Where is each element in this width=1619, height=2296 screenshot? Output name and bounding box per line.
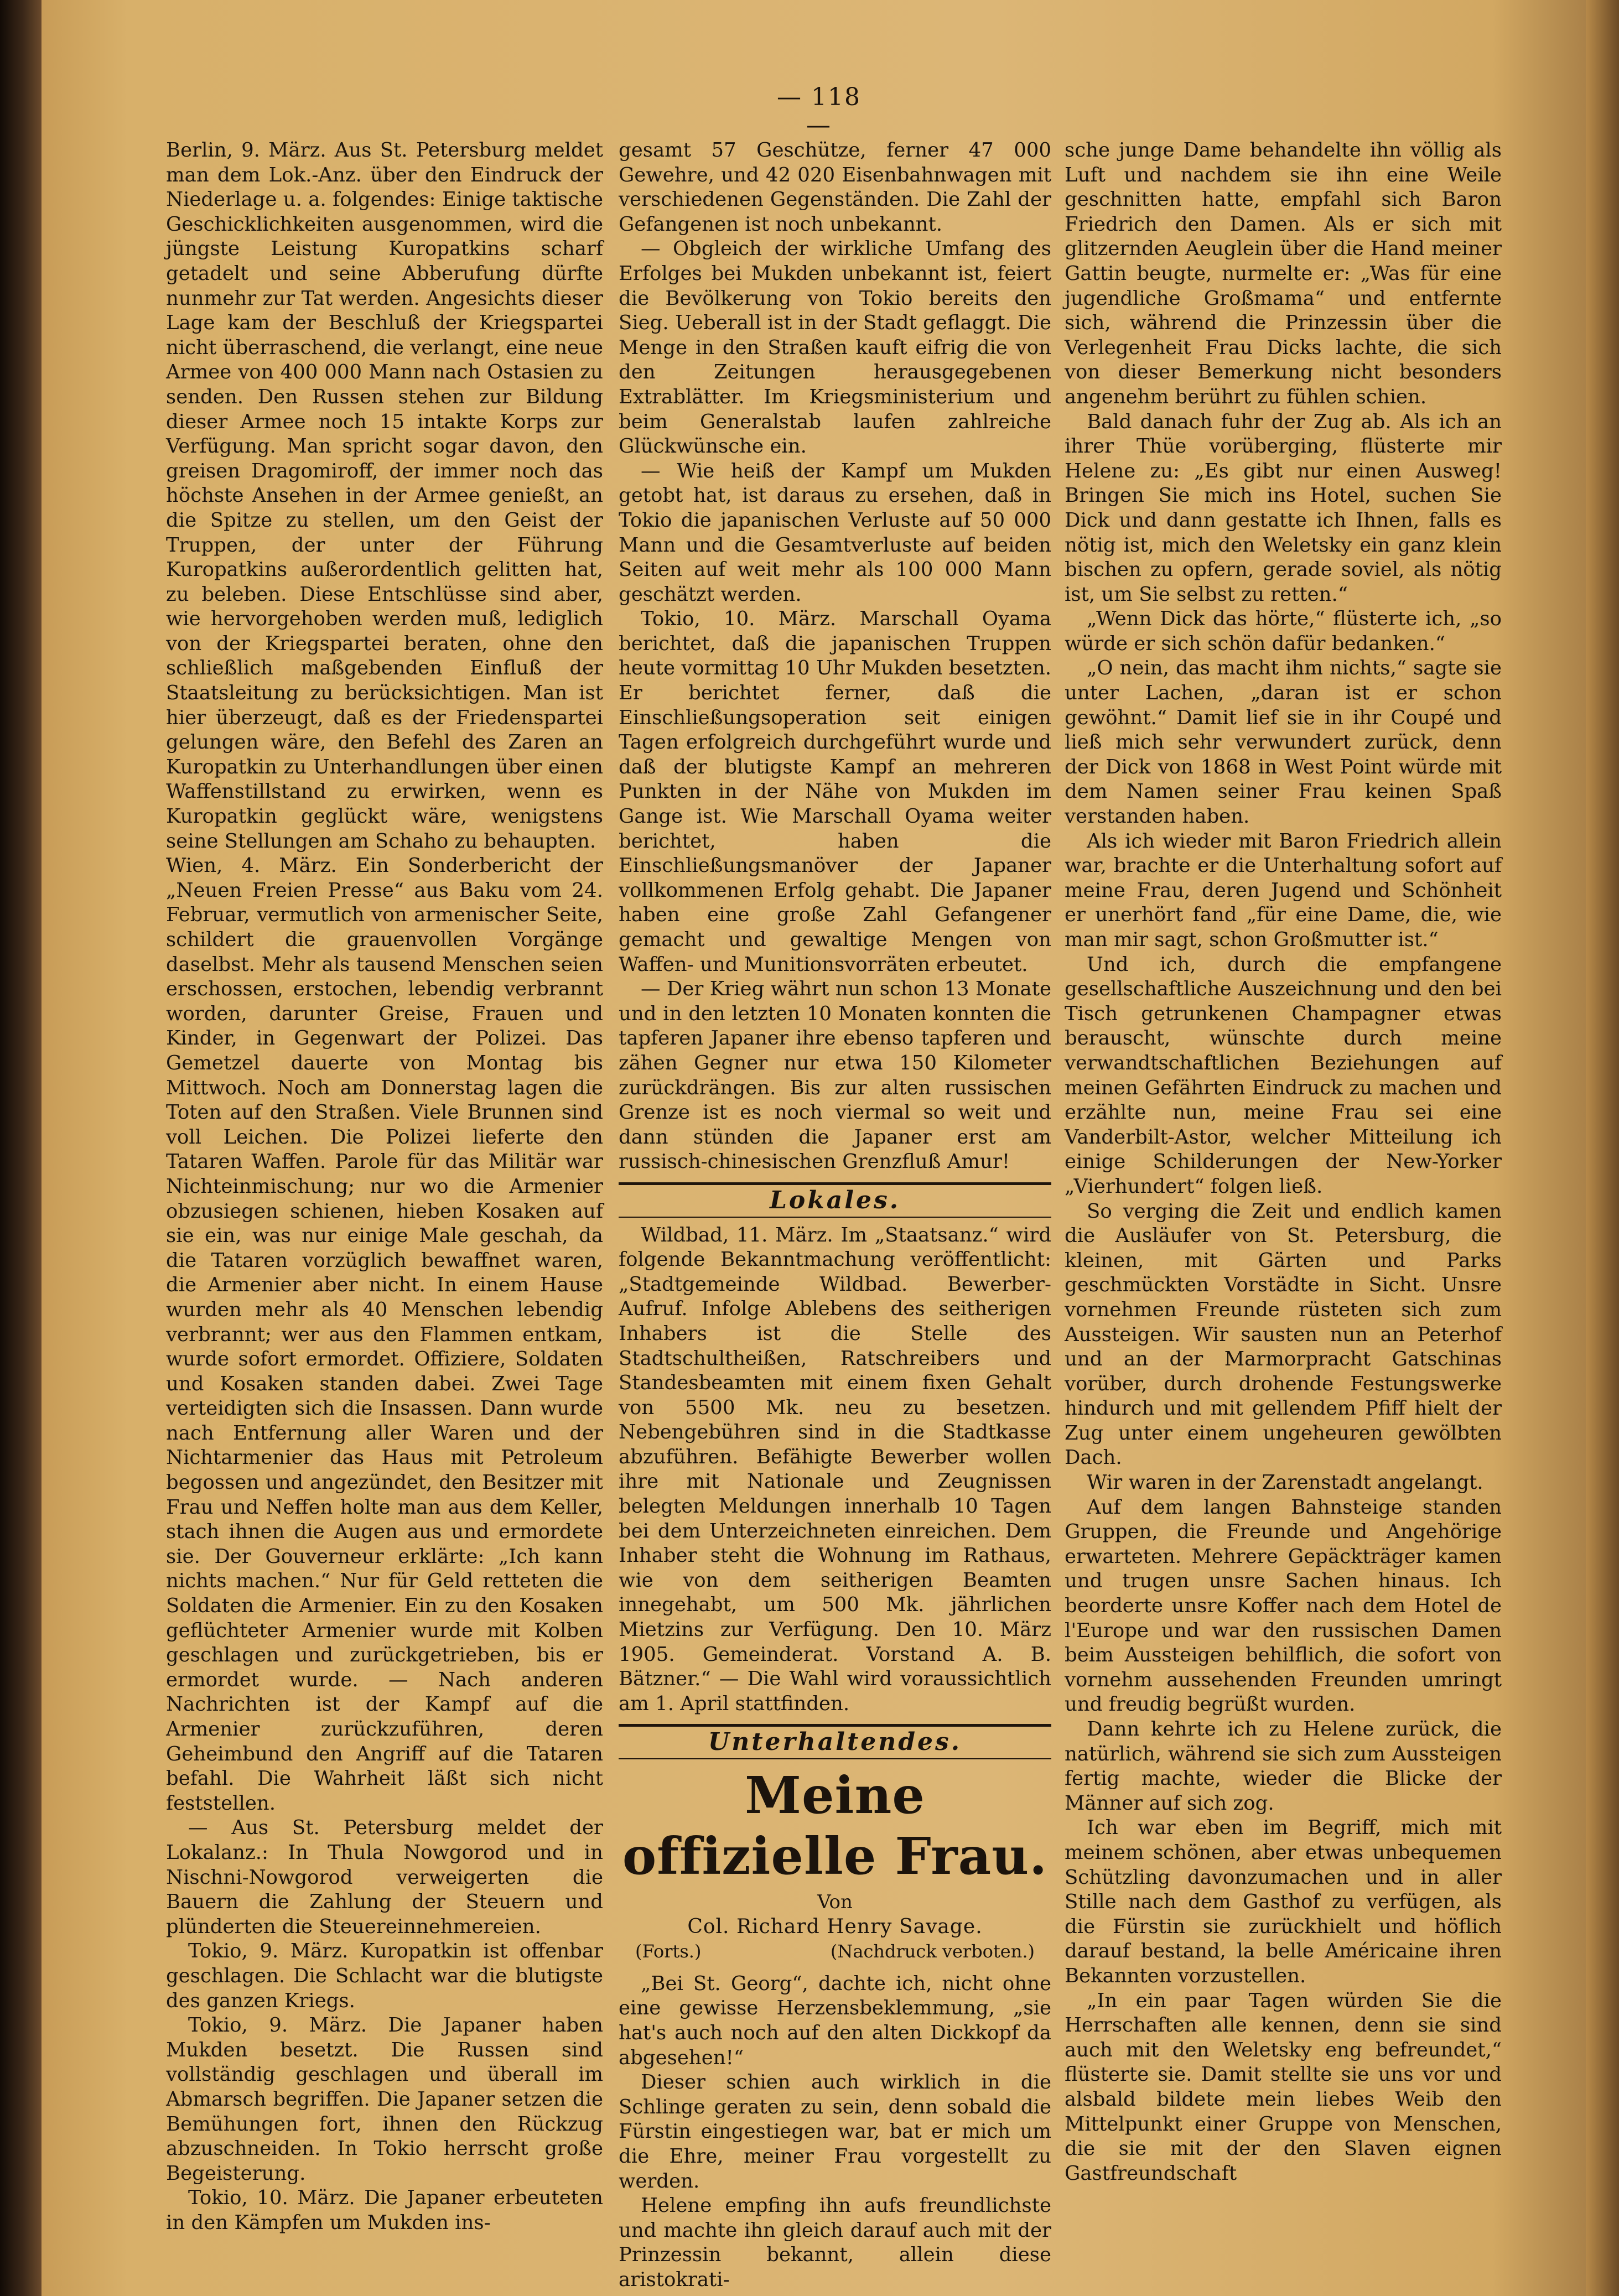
lokales-heading: Lokales. — [769, 1186, 901, 1214]
column-left — [166, 138, 603, 2235]
section-rule-thin — [619, 1217, 1051, 1218]
article-paragraph: Und ich, durch die empfangene gesellschaftliche Auszeichnung und den bei Tisch getrunkenen Champagner etwas berauscht, wünschte durch meine verwandtschaftlichen Beziehungen auf meinen Gefährten Eindruck zu machen und erzählte nun, meine Frau sei eine Vanderbilt-Astor, welcher Mitteilung ich einige Schilderungen der New-Yorker „Vierhundert“ folgen ließ. — [1065, 953, 1502, 1198]
story-title: Meine offizielle Frau. — [622, 1765, 1048, 1886]
article-paragraph: Tokio, 9. März. Kuropatkin ist offenbar geschlagen. Die Schlacht war die blutigste des ganzen Kriegs. — [166, 1940, 603, 2012]
article-paragraph: „Wenn Dick das hörte,“ flüsterte ich, „so würde er sich schön dafür bedanken.“ — [1065, 607, 1502, 655]
article-paragraph: sche junge Dame behandelte ihn völlig als Luft und nachdem sie ihn eine Weile geschnitten hatte, empfahl sich Baron Friedrich den Damen. Als er sich mit glitzernden Aeuglein über die Hand meiner Gattin beugte, nurmelte er: „Was für eine jugendliche Großmama“ und entfernte sich, während die Prinzessin über die Verlegenheit Frau Dicks lachte, die sich von dieser Bemerkung nicht besonders angenehm berührt zu fühlen schien. — [1065, 139, 1502, 408]
article-paragraph: Auf dem langen Bahnsteige standen Gruppen, die Freunde und Angehörige erwarteten. Mehrere Gepäckträger kamen und trugen unsre Sachen hinaus. Ich beorderte unsre Koffer nach dem Hotel de l'Europe und war den russischen Damen beim Aussteigen behilflich, die sofort von vornehm aussehenden Freunden umringt und freudig begrüßt wurden. — [1065, 1495, 1502, 1716]
story-paragraph: Dieser schien auch wirklich in die Schlinge geraten zu sein, denn sobald die Fürstin eingestiegen war, bat er mich um die Ehre, meiner Frau vorgestellt zu werden. — [619, 2071, 1051, 2193]
page-edge — [1586, 0, 1619, 2296]
section-rule — [619, 1724, 1051, 1727]
continuation-note: (Forts.) — [635, 1941, 702, 1962]
article-paragraph: — Aus St. Petersburg meldet der Lokalanz.: In Thula Nowgorod und in Nischni-Nowgorod verweigerten die Bauern die Zahlung der Steuern und plünderten die Steuereinnehmereien. — [166, 1816, 603, 1938]
page-number: — 118 — — [777, 83, 861, 139]
article-paragraph: „O nein, das macht ihm nichts,“ sagte sie unter Lachen, „daran ist er schon gewöhnt.“ Damit lief sie in ihr Coupé und ließ mich sehr verwundert zurück, denn der Dick von 1868 in West Point würde mit dem Namen seiner Frau keinen Spaß verstanden haben. — [1065, 657, 1502, 828]
article-paragraph: — Obgleich der wirkliche Umfang des Erfolges bei Mukden unbekannt ist, feiert die Bevölkerung von Tokio bereits den Sieg. Ueberall ist in der Stadt geflaggt. Die Menge in den Straßen kauft eifrig die von den Zeitungen herausgegebenen Extrablätter. Im Kriegsministerium und beim Generalstab laufen zahlreiche Glückwünsche ein. — [619, 237, 1051, 458]
lokales-text: Wildbad, 11. März. Im „Staatsanz.“ wird folgende Bekanntmachung veröffentlicht: „Stadtgemeinde Wildbad. Bewerber-Aufruf. Infolge Ablebens des seitherigen Inhabers ist die Stelle des Stadtschultheißen, Ratschreibers und Standesbeamten mit einem fixen Gehalt von 5500 Mk. neu zu besetzen. Nebengebühren sind in die Stadtkasse abzuführen. Befähigte Bewerber wollen ihre mit Nationale und Zeugnissen belegten Meldungen innerhalb 10 Tagen bei dem Unterzeichneten einreichen. Dem Inhaber steht die Wohnung im Rathaus, wie von dem seitherigen Beamten innegehabt, um 500 Mk. jährlichen Mietzins zur Verfügung. Den 10. März 1905. Gemeinderat. Vorstand A. B. Bätzner.“ — Die Wahl wird voraussichtlich am 1. April stattfinden. — [619, 1223, 1051, 1715]
article-paragraph: Wir waren in der Zarenstadt angelangt. — [1087, 1471, 1483, 1494]
reprint-note: (Nachdruck verboten.) — [830, 1941, 1035, 1962]
section-rule — [619, 1182, 1051, 1185]
article-paragraph: Tokio, 10. März. Marschall Oyama berichtet, daß die japanischen Truppen heute vormittag 10 Uhr Mukden besetzten. Er berichtet ferner, daß die Einschließungsoperation seit einigen Tagen erfolgreich durchgeführt wurde und daß der blutigste Kampf an mehreren Punkten in der Nähe von Mukden im Gange ist. Wie Marschall Oyama weiter berichtet, haben die Einschließungsmanöver der Japaner vollkommenen Erfolg gehabt. Die Japaner haben eine große Zahl Gefangener gemacht und gewaltige Mengen von Waffen- und Munitionsvorräten erbeutet. — [619, 607, 1051, 976]
column-middle — [619, 138, 1051, 2293]
story-paragraph: „Bei St. Georg“, dachte ich, nicht ohne eine gewisse Herzensbeklemmung, „sie hat's auch noch auf den alten Dickkopf da abgesehen!“ — [619, 1972, 1051, 2069]
article-paragraph: gesamt 57 Geschütze, ferner 47 000 Gewehre, und 42 020 Eisenbahnwagen mit verschiedenen Gegenständen. Die Zahl der Gefangenen ist noch unbekannt. — [619, 139, 1051, 236]
article-paragraph: Dann kehrte ich zu Helene zurück, die natürlich, während sie sich zum Aussteigen fertig machte, wieder die Blicke der Männer auf sich zog. — [1065, 1718, 1502, 1815]
article-paragraph: Wien, 4. März. Ein Sonderbericht der „Neuen Freien Presse“ aus Baku vom 24. Februar, vermutlich von armenischer Seite, schildert die grauenvollen Vorgänge daselbst. Mehr als tausend Menschen seien erschossen, erstochen, lebendig verbrannt worden, darunter Greise, Frauen und Kinder, in Gegenwart der Polizei. Das Gemetzel dauerte von Montag bis Mittwoch. Noch am Donnerstag lagen die Toten auf den Straßen. Viele Brunnen sind voll Leichen. Die Polizei lieferte den Tataren Waffen. Parole für das Militär war Nichteinmischung; nur wo die Armenier obzusiegen schienen, hieben Kosaken auf sie ein, was nur einige Male geschah, da die Tataren vorzüglich bewaffnet waren, die Armenier aber nicht. In einem Hause wurden mehr als 40 Menschen lebendig verbrannt; wer aus den Flammen entkam, wurde sofort ermordet. Offiziere, Soldaten und Kosaken standen dabei. Zwei Tage verteidigten sich die Insassen. Dann wurde nach Entfernung aller Waren und der Nichtarmenier das Haus mit Petroleum begossen und angezündet, den Besitzer mit Frau und Neffen holte man aus dem Keller, stach ihnen die Augen aus und ermordete sie. Der Gouverneur erklärte: „Ich kann nichts machen.“ Nur für Geld retteten die Soldaten die Armenier. Ein zu den Kosaken geflüchteter Armenier wurde mit Kolben geschlagen und zurückgetrieben, bis er ermordet wurde. — Nach anderen Nachrichten ist der Kampf auf die Armenier zurückzuführen, deren Geheimbund den Angriff auf die Tataren befahl. Die Wahrheit läßt sich nicht feststellen. — [166, 854, 603, 1815]
article-paragraph: Ich war eben im Begriff, mich mit meinem schönen, aber etwas unbequemen Schützling davonzumachen und in aller Stille nach dem Gasthof zu verfügen, als die Fürstin sie zurückhielt und höflich darauf bestand, la belle Américaine ihren Bekannten vorzustellen. — [1065, 1816, 1502, 1987]
story-paragraph: Helene empfing ihn aufs freundlichste und machte ihn gleich darauf auch mit der Prinzessin bekannt, allein diese aristokrati- — [619, 2194, 1051, 2291]
byline: Von — [817, 1891, 853, 1913]
article-paragraph: — Der Krieg währt nun schon 13 Monate und in den letzten 10 Monaten konnten die tapferen Japaner ihre ebenso tapferen und zähen Gegner nur etwa 150 Kilometer zurückdrängen. Bis zur alten russischen Grenze ist es noch viermal so weit und dann stünden die Japaner erst am russisch-chinesischen Grenzfluß Amur! — [619, 978, 1051, 1173]
article-paragraph: — Wie heiß der Kampf um Mukden getobt hat, ist daraus zu ersehen, daß in Tokio die japanischen Verluste auf 50 000 Mann und die Gesamtverluste auf beiden Seiten auf weit mehr als 100 000 Mann geschätzt werden. — [619, 459, 1051, 606]
news-continued — [619, 138, 1051, 1175]
article-paragraph: Tokio, 10. März. Die Japaner erbeuteten in den Kämpfen um Mukden ins- — [166, 2186, 603, 2234]
article-paragraph: So verging die Zeit und endlich kamen die Ausläufer von St. Petersburg, die kleinen, mit Gärten und Parks geschmückten Vorstädte in Sicht. Unsre vornehmen Freunde rüsteten sich zum Aussteigen. Wir sausten nun an Peterhof und an der Marmorpracht Gatschinas vorüber, durch drohende Festungswerke hindurch und mit gellendem Pfiff hielt der Zug unter einem ungeheuren gewölbten Dach. — [1065, 1199, 1502, 1469]
column-right — [1065, 138, 1502, 2186]
article-paragraph: „In ein paar Tagen würden Sie die Herrschaften alle kennen, denn sie sind auch mit den Weletsky eng befreundet,“ flüsterte sie. Damit stellte sie uns vor und alsbald bildete mein liebes Weib den Mittelpunkt einer Gruppe von Menschen, die sie mit der den Slaven eignen Gastfreundschaft — [1065, 1989, 1502, 2185]
article-paragraph: Berlin, 9. März. Aus St. Petersburg meldet man dem Lok.-Anz. über den Eindruck der Niederlage u. a. folgendes: Einige taktische Geschicklichkeiten ausgenommen, wird die jüngste Leistung Kuropatkins scharf getadelt und seine Abberufung dürfte nunmehr zur Tat werden. Angesichts dieser Lage kam der Beschluß der Kriegspartei nicht überraschend, die verlangt, eine neue Armee von 400 000 Mann nach Ostasien zu senden. Den Russen stehen zur Bildung dieser Armee noch 15 intakte Korps zur Verfügung. Man spricht sogar davon, den greisen Dragomiroff, der immer noch das höchste Ansehen in der Armee genießt, an die Spitze zu stellen, um den Geist der Truppen, der unter der Führung Kuropatkins außerordentlich gelitten hat, zu beleben. Diese Entschlüsse sind aber, wie hervorgehoben werden muß, lediglich von der Kriegspartei beraten, ohne den schließlich maßgebenden Einfluß der Staatsleitung zu berücksichtigen. Man ist hier überzeugt, daß es der Friedenspartei gelungen wäre, den Befehl des Zaren an Kuropatkin zu Unterhandlungen über einen Waffenstillstand zu erwirken, wenn es Kuropatkin geglückt wäre, wenigstens seine Stellungen am Schaho zu behaupten. — [166, 139, 603, 853]
feuilleton-heading: Unterhaltendes. — [708, 1728, 962, 1757]
section-rule-thin — [619, 1758, 1051, 1759]
article-paragraph: Tokio, 9. März. Die Japaner haben Mukden besetzt. Die Russen sind vollständig geschlagen und überall im Abmarsch begriffen. Die Japaner setzen die Bemühungen fort, ihnen den Rückzug abzuschneiden. In Tokio herrscht große Begeisterung. — [166, 2014, 603, 2185]
article-paragraph: Als ich wieder mit Baron Friedrich allein war, brachte er die Unterhaltung sofort auf meine Frau, deren Jugend und Schönheit er unerhört fand „für eine Dame, die, wie man mir sagt, schon Großmutter ist.“ — [1065, 829, 1502, 951]
story-notes — [619, 1939, 1051, 1964]
story-author: Col. Richard Henry Savage. — [687, 1915, 983, 1938]
article-paragraph: Bald danach fuhr der Zug ab. Als ich an ihrer Thüe vorüberging, flüsterte mir Helene zu: „Es gibt nur einen Ausweg! Bringen Sie mich ins Hotel, suchen Sie Dick und dann gestatte ich Ihnen, falls es nötig ist, mich den Weletsky ein ganz klein bischen zu opfern, gerade soviel, als nötig ist, um Sie selbst zu retten.“ — [1065, 410, 1502, 606]
book-binding — [0, 0, 41, 2296]
